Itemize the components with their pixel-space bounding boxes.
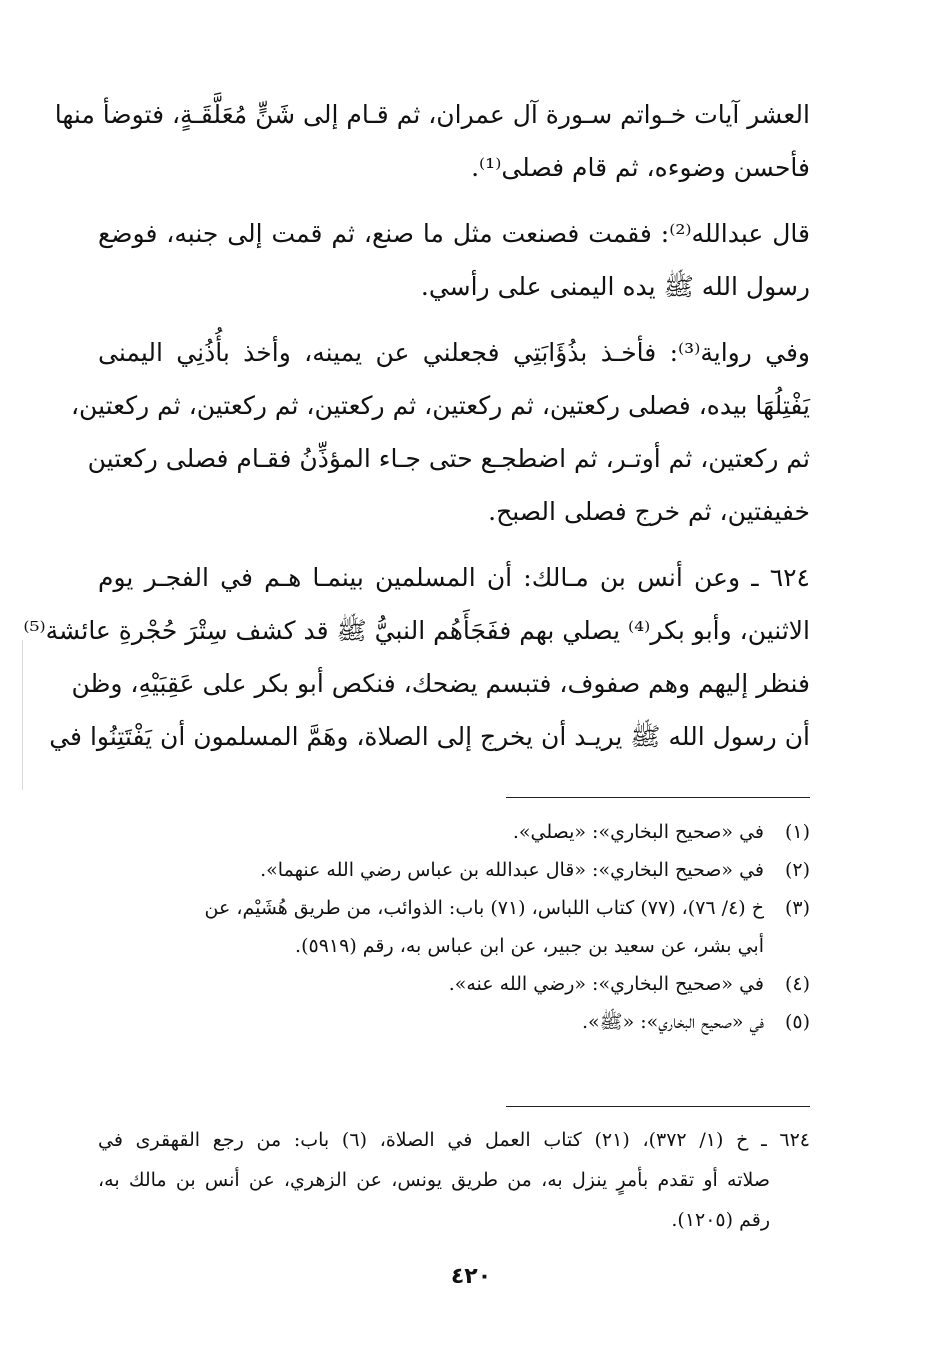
hadith-624-line: ٦٢٤ ـ وعن أنس بن مـالك: أن المسلمين بينمـا هـم في الفجـر يوم: [98, 563, 810, 592]
text-line: الاثنين، وأبو بكر⁽⁴⁾ يصلي بهم ففَجَأَهُم النبيُّ ﷺ قد كشف سِتْرَ حُجْرةِ عائشة⁽⁵⁾: [23, 616, 810, 645]
source-separator: [506, 1106, 810, 1107]
footnote-text: في «صحيح البخاري»: «رضي الله عنه».: [448, 973, 764, 995]
footnote-text: في «صحيح البخاري»: «يصلي».: [512, 821, 764, 843]
footnote-1: [98, 813, 810, 851]
footnote-text: في «صحيح البخاري»: «قال عبدالله بن عباس رضي الله عنهما».: [260, 859, 764, 881]
text-line: أن رسول الله ﷺ يريـد أن يخرج إلى الصلاة، وهَمَّ المسلمون أن يَفْتَتِنُوا في: [49, 722, 810, 751]
footnote-number: (١): [784, 821, 810, 843]
footnote-number: (٢): [784, 859, 810, 881]
footnote-4: [98, 965, 810, 1003]
main-text: [23, 88, 811, 763]
text-line: يَفْتِلُهَا بيده، فصلى ركعتين، ثم ركعتين، ثم ركعتين، ثم ركعتين، ثم ركعتين،: [70, 391, 810, 420]
page-number: ٤٢٠: [450, 1264, 492, 1289]
footnote-5: [98, 1003, 810, 1041]
footnote-number: (٤): [784, 973, 810, 995]
text-line: فنظر إليهم وهم صفوف، فتبسم يضحك، فنكص أبو بكر على عَقِبَيْهِ، وظن: [71, 669, 810, 698]
footnote-number: (٣): [784, 897, 810, 919]
footnote-number: (٥): [784, 1011, 810, 1033]
text-line: فأحسن وضوءه، ثم قام فصلى⁽¹⁾.: [471, 153, 810, 182]
footnote-text: خ (٤/ ٧٦)، (٧٧) كتاب اللباس، (٧١) باب: الذوائب، من طريق هُشَيْم، عن: [204, 897, 764, 919]
source-line: رقم (١٢٠٥).: [671, 1209, 770, 1231]
source-line: ٦٢٤ ـ خ (١/ ٣٧٢)، (٢١) كتاب العمل في الصلاة، (٦) باب: من رجع القهقرى في: [98, 1129, 810, 1151]
source-note: [98, 1120, 810, 1240]
source-line: صلاته أو تقدم بأمرٍ ينزل به، من طريق يونس، عن الزهري، عن أنس بن مالك به،: [98, 1169, 770, 1191]
text-line: وفي رواية⁽³⁾: فأخـذ بذُؤَابَتِي فجعلني عن يمينه، وأخذ بأُذُنِي اليمنى: [98, 338, 811, 367]
text-line: خفيفتين، ثم خرج فصلى الصبح.: [488, 497, 810, 526]
scan-edge-mark: [22, 640, 23, 790]
text-line: رسول الله ﷺ يده اليمنى على رأسي.: [420, 272, 810, 301]
footnote-separator: [506, 797, 810, 798]
text-line: قال عبدالله⁽²⁾: فقمت فصنعت مثل ما صنع، ثم قمت إلى جنبه، فوضع: [98, 219, 810, 248]
footnote-3-continuation: أبي بشر، عن سعيد بن جبير، عن ابن عباس به، رقم (٥٩١٩).: [295, 935, 764, 957]
footnote-3: [98, 889, 810, 927]
footnote-text: في «صحيح البخاري»: «ﷺ».: [581, 1011, 764, 1033]
text-line: العشر آيات خـواتم سـورة آل عمران، ثم قـام إلى شَنٍّ مُعَلَّقَـةٍ، فتوضأ منها: [54, 100, 810, 129]
footnotes: [98, 813, 810, 1041]
footnote-2: [98, 851, 810, 889]
text-line: ثم ركعتين، ثم أوتـر، ثم اضطجـع حتى جـاء المؤذِّنُ فقـام فصلى ركعتين: [87, 444, 810, 473]
